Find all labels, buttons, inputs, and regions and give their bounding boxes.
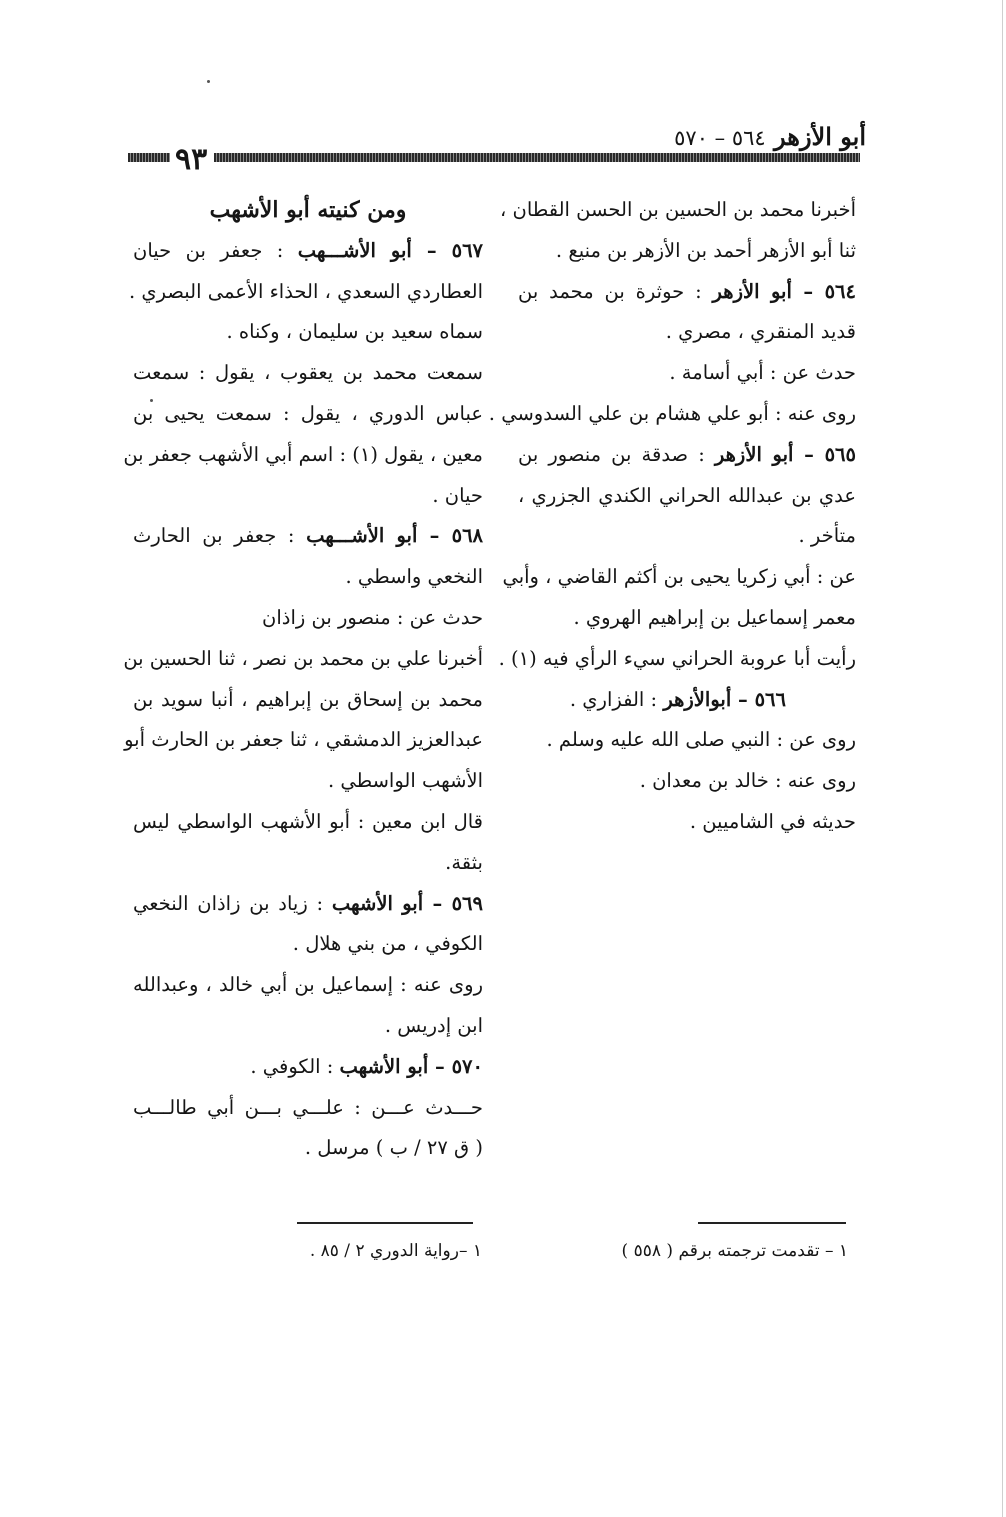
line-text: : صدقة بن منصور بن — [518, 442, 715, 466]
line-text: الكوفي ، من بني هلال . — [292, 932, 483, 956]
footnote-left: ١ –رواية الدوري ٢ / ٨٥ . — [309, 1241, 482, 1261]
text-line — [500, 190, 856, 231]
line-text: : الفزاري . — [569, 687, 664, 711]
line-text: عبدالعزيز الدمشقي ، ثنا جعفر بن الحارث أبو — [124, 728, 483, 752]
line-text: الأشهب الواسطي . — [327, 769, 483, 793]
text-line — [133, 353, 483, 394]
text-line — [518, 353, 856, 394]
text-line — [133, 761, 483, 802]
line-text: حديثه في الشاميين . — [689, 809, 856, 833]
line-text: حدث عن : منصور بن زاذان — [262, 605, 483, 629]
text-line — [133, 843, 483, 884]
running-title-range: ٥٦٤ – ٥٧٠ — [674, 126, 766, 150]
text-line — [128, 272, 483, 313]
line-text: : حوثرة بن محمد بن — [518, 279, 713, 303]
line-text: ثنا أبو الأزهر أحمد بن الأزهر بن منيع . — [555, 238, 856, 262]
left-column — [123, 190, 484, 1169]
entry-heading-line — [133, 1047, 483, 1088]
text-line — [133, 924, 483, 965]
line-text: : جعفر بن الحارث — [133, 524, 307, 548]
line-text: سمعت محمد بن يعقوب ، يقول : سمعت — [133, 361, 483, 385]
header-rule — [214, 153, 860, 162]
line-text: روى عنه : إسماعيل بن أبي خالد ، وعبدالله — [133, 973, 483, 997]
text-line — [133, 680, 483, 721]
entry-heading-line — [133, 516, 483, 557]
text-line — [133, 312, 483, 353]
running-title — [674, 118, 866, 157]
line-text: قال ابن معين : أبو الأشهب الواسطي ليس — [133, 809, 483, 833]
line-text: رأيت أبا عروبة الحراني سيء الرأي فيه (١) . — [498, 646, 856, 670]
line-text: روى عن : النبي صلى الله عليه وسلم . — [546, 728, 856, 752]
line-text: ( ق ٢٧ / ب ) مرسل . — [304, 1136, 483, 1160]
line-text: عدي بن عبدالله الحراني الكندي الجزري ، — [518, 483, 856, 507]
text-line — [488, 394, 856, 435]
header-rule-stub — [128, 153, 170, 162]
text-line — [133, 190, 483, 231]
text-line — [133, 476, 483, 517]
entry-number-name: ٥٦٧ – أبو الأشـــهب — [297, 238, 484, 262]
line-text: قديد المنقري ، مصري . — [665, 320, 856, 344]
footnote-right: ١ – تقدمت ترجمته برقم ( ٥٥٨ ) — [621, 1241, 848, 1261]
entry-heading-line — [518, 435, 856, 476]
text-line — [518, 312, 856, 353]
line-text: حـــدث عـــن : علـــي بـــن أبي طالـــب — [133, 1095, 483, 1119]
text-line — [133, 802, 483, 843]
text-line — [518, 761, 856, 802]
text-line — [518, 476, 856, 517]
line-text: معين ، يقول (١) : اسم أبي الأشهب جعفر بن — [123, 442, 483, 466]
line-text: ومن كنيته أبو الأشهب — [209, 197, 407, 223]
line-text: : الكوفي . — [250, 1054, 340, 1078]
line-text: روى عنه : أبو علي هشام بن علي السدوسي . — [488, 401, 856, 425]
text-line — [133, 1006, 483, 1047]
text-line — [133, 598, 483, 639]
line-text: محمد بن إسحاق بن إبراهيم ، أنبا سويد بن — [133, 687, 483, 711]
line-text: أخبرنا محمد بن الحسين بن الحسن القطان ، — [500, 198, 856, 221]
text-line — [133, 1128, 483, 1169]
line-text: ابن إدريس . — [384, 1013, 483, 1037]
line-text: عن : أبي زكريا يحيى بن أكثم القاضي ، وأبي — [502, 565, 856, 589]
entry-number-name: ٥٦٨ – أبو الأشـــهب — [306, 524, 484, 548]
footnote-rule-left — [297, 1222, 473, 1224]
text-line — [518, 720, 856, 761]
print-dot — [207, 80, 210, 83]
line-text: عباس الدوري ، يقول : سمعت يحيى بن — [133, 401, 483, 425]
text-line — [518, 802, 856, 843]
text-line — [518, 598, 856, 639]
text-line — [124, 720, 483, 761]
text-line — [518, 231, 856, 272]
line-text: حدث عن : أبي أسامة . — [669, 361, 856, 385]
text-line — [133, 1088, 483, 1129]
line-text: أخبرنا علي بن محمد بن نصر ، ثنا الحسين بن — [123, 646, 483, 670]
line-text: متأخر . — [798, 524, 856, 548]
print-dot — [150, 399, 153, 402]
line-text: : جعفر بن حيان — [133, 238, 298, 262]
entry-number-name: ٥٧٠ – أبو الأشهب — [339, 1054, 483, 1078]
line-text: العطاردي السعدي ، الحذاء الأعمى البصري . — [128, 279, 483, 303]
line-text: بثقة. — [445, 850, 483, 874]
page-edge — [1002, 0, 1003, 1517]
text-line — [133, 557, 483, 598]
text-line — [123, 639, 483, 680]
entry-heading-line — [133, 884, 483, 925]
entry-number-name: ٥٦٥ – أبو الأزهر — [714, 442, 856, 466]
text-line — [498, 639, 856, 680]
entry-heading-line — [518, 272, 856, 313]
line-text: روى عنه : خالد بن معدان . — [639, 769, 856, 793]
page-number: ٩٣ — [175, 142, 208, 177]
footnote-rule-right — [698, 1222, 846, 1224]
text-line — [133, 965, 483, 1006]
text-line — [123, 435, 483, 476]
line-text: النخعي واسطي . — [345, 565, 483, 589]
text-line — [518, 516, 856, 557]
entry-number-name: ٥٦٩ – أبو الأشهب — [331, 891, 483, 915]
text-line — [133, 394, 483, 435]
entry-heading-line — [133, 231, 483, 272]
entry-number-name: ٥٦٦ – أبوالأزهر — [663, 687, 786, 711]
running-title-main: أبو الأزهر — [774, 122, 866, 151]
line-text: معمر إسماعيل بن إبراهيم الهروي . — [573, 605, 856, 629]
entry-number-name: ٥٦٤ – أبو الأزهر — [712, 279, 856, 303]
line-text: سماه سعيد بن سليمان ، وكناه . — [226, 320, 483, 344]
entry-heading-line — [518, 680, 856, 721]
line-text: حيان . — [432, 483, 483, 507]
text-line — [502, 557, 856, 598]
line-text: : زياد بن زاذان النخعي — [133, 891, 332, 915]
right-column — [488, 190, 856, 843]
